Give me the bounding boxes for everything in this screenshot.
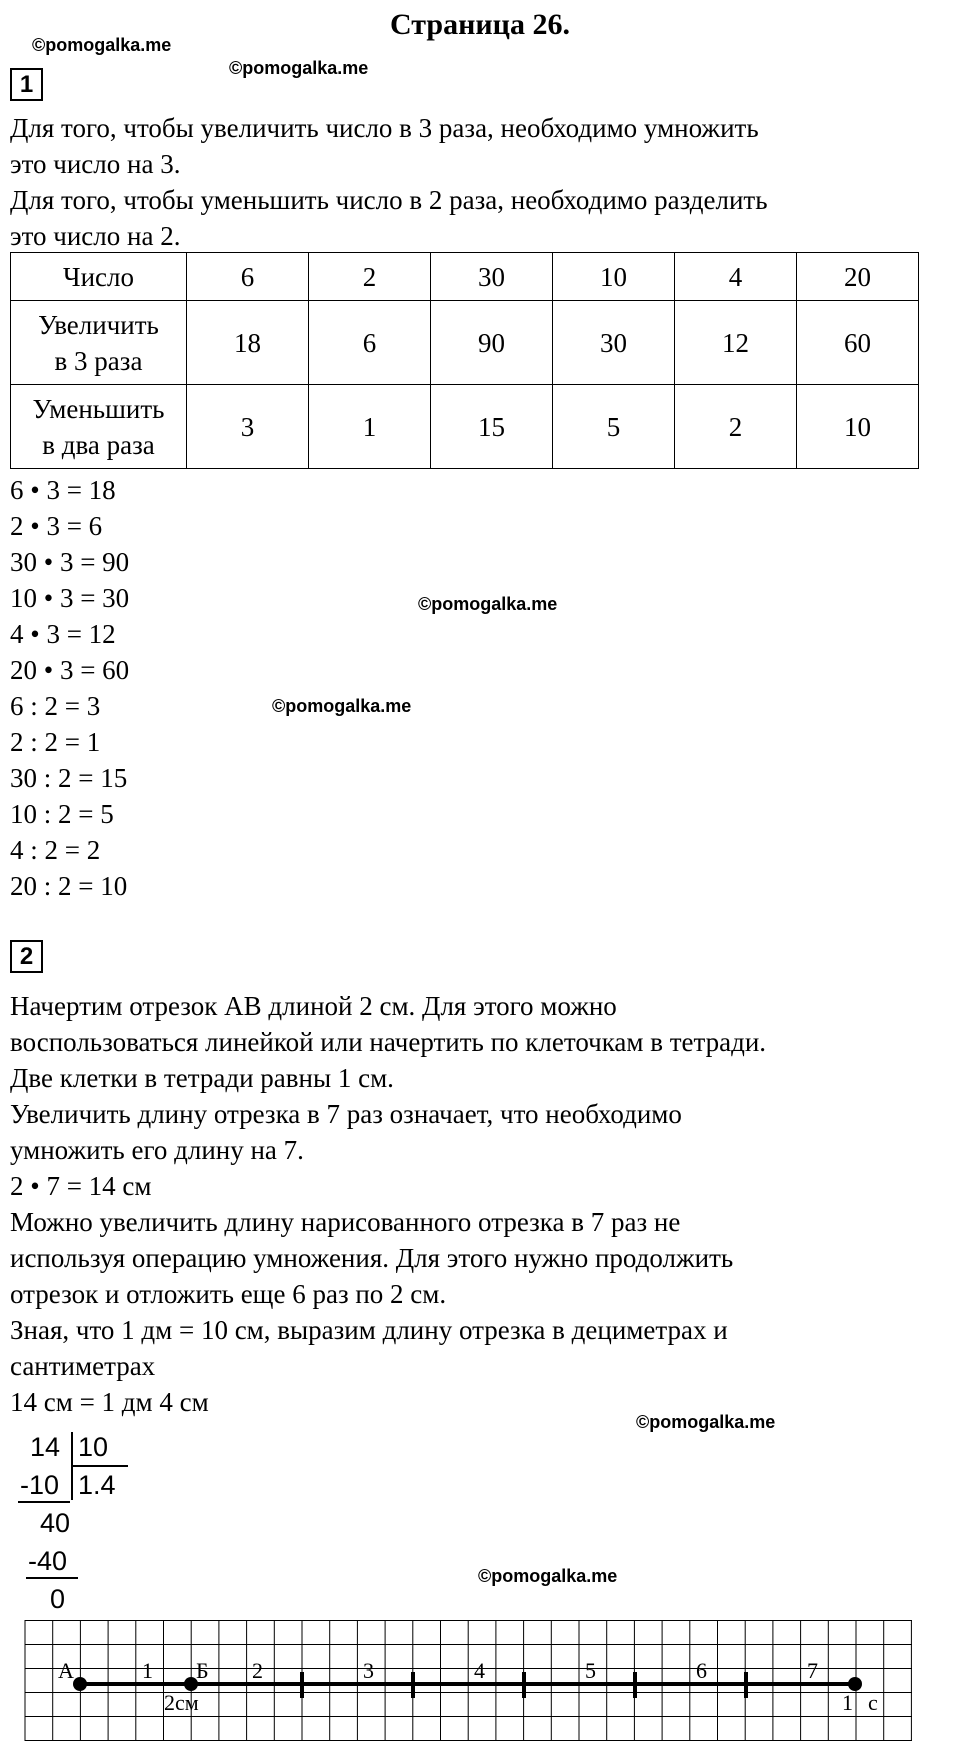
table-cell: 30 [553, 301, 675, 385]
watermark: ©pomogalka.me [418, 594, 558, 614]
calculation-line: 30 : 2 = 15 [10, 763, 128, 793]
calculation-line: 30 • 3 = 90 [10, 547, 130, 577]
calculation-line: 4 • 3 = 12 [10, 619, 116, 649]
label-end-unit: с [868, 1690, 878, 1715]
table-cell: 20 [797, 253, 919, 301]
text-line: Начертим отрезок АВ длиной 2 см. Для этого можно [10, 991, 617, 1021]
row-label: Уменьшить в два раза [11, 385, 187, 469]
section-number: 6 [696, 1658, 707, 1683]
text-line: сантиметрах [10, 1351, 156, 1381]
text-line: Можно увеличить длину нарисованного отрезка в 7 раз не [10, 1207, 681, 1237]
intro-line: Для того, чтобы увеличить число в 3 раза, необходимо умножить [10, 113, 759, 143]
section-number: 3 [363, 1658, 374, 1683]
text-line: 14 см = 1 дм 4 см [10, 1387, 209, 1417]
table-cell: 4 [675, 253, 797, 301]
calculation-line: 6 : 2 = 3 [10, 691, 101, 721]
table-cell: 10 [553, 253, 675, 301]
watermark: ©pomogalka.me [478, 1566, 618, 1586]
calculation-line: 2 : 2 = 1 [10, 727, 101, 757]
calculation-line: 20 • 3 = 60 [10, 655, 130, 685]
remainder-1: 40 [40, 1508, 71, 1538]
notebook-grid [25, 1620, 912, 1741]
calculation-line: 20 : 2 = 10 [10, 871, 128, 901]
long-division-lines [0, 0, 200, 1748]
calculation-line: 2 • 3 = 6 [10, 511, 103, 541]
segment-drawing [0, 1620, 960, 1748]
label-end: 1 [842, 1690, 853, 1715]
text-line: Две клетки в тетради равны 1 см. [10, 1063, 394, 1093]
table-cell: 2 [309, 253, 431, 301]
task-number-1: 1 [10, 68, 43, 101]
text-line: воспользоваться линейкой или начертить по клеточкам в тетради. [10, 1027, 767, 1057]
dividend: 14 [30, 1432, 61, 1462]
table-cell: 2 [675, 385, 797, 469]
section-number: 5 [585, 1658, 596, 1683]
row-label: Увеличить в 3 раза [11, 301, 187, 385]
intro-line: Для того, чтобы уменьшить число в 2 раза, необходимо разделить [10, 185, 768, 215]
subtract-1: -10 [20, 1470, 60, 1500]
text-line: отрезок и отложить еще 6 раз по 2 см. [10, 1279, 447, 1309]
calculation-line: 10 • 3 = 30 [10, 583, 130, 613]
calculation-line: 4 : 2 = 2 [10, 835, 101, 865]
text-line: умножить его длину на 7. [10, 1135, 304, 1165]
table-cell: 10 [797, 385, 919, 469]
table-cell: 30 [431, 253, 553, 301]
watermark: ©pomogalka.me [229, 58, 369, 78]
subtract-2: -40 [28, 1546, 68, 1576]
table-cell: 60 [797, 301, 919, 385]
remainder-2: 0 [50, 1584, 66, 1614]
point-a-label: А [58, 1658, 74, 1683]
section-number: 2 [252, 1658, 263, 1683]
table-cell: 15 [431, 385, 553, 469]
intro-line: это число на 2. [10, 221, 181, 251]
intro-line: это число на 3. [10, 149, 181, 179]
table-cell: 3 [187, 385, 309, 469]
section-number: 7 [807, 1658, 818, 1683]
row-label: Число [11, 253, 187, 301]
table-cell: 6 [187, 253, 309, 301]
table-cell: 90 [431, 301, 553, 385]
watermark: ©pomogalka.me [32, 35, 172, 55]
calculation-line: 6 • 3 = 18 [10, 475, 116, 505]
page-title: Страница 26. [390, 8, 570, 41]
watermark: ©pomogalka.me [636, 1412, 776, 1432]
quotient: 1.4 [78, 1470, 116, 1500]
point-a-dot [73, 1677, 87, 1691]
table-cell: 6 [309, 301, 431, 385]
table-cell: 18 [187, 301, 309, 385]
table-cell: 5 [553, 385, 675, 469]
table-cell: 1 [309, 385, 431, 469]
task-number-2: 2 [10, 940, 43, 973]
section-number: 4 [474, 1658, 485, 1683]
table-cell: 12 [675, 301, 797, 385]
calculation-line: 10 : 2 = 5 [10, 799, 114, 829]
point-b-label: Б [196, 1658, 209, 1683]
watermark: ©pomogalka.me [272, 696, 412, 716]
end-point-dot [848, 1677, 862, 1691]
section-number: 1 [142, 1658, 153, 1683]
label-2cm: 2см [164, 1690, 199, 1715]
text-line: 2 • 7 = 14 см [10, 1171, 152, 1201]
divisor: 10 [78, 1432, 109, 1462]
text-line: Зная, что 1 дм = 10 см, выразим длину отрезка в дециметрах и [10, 1315, 728, 1345]
text-line: Увеличить длину отрезка в 7 раз означает, что необходимо [10, 1099, 682, 1129]
text-line: используя операцию умножения. Для этого нужно продолжить [10, 1243, 734, 1273]
